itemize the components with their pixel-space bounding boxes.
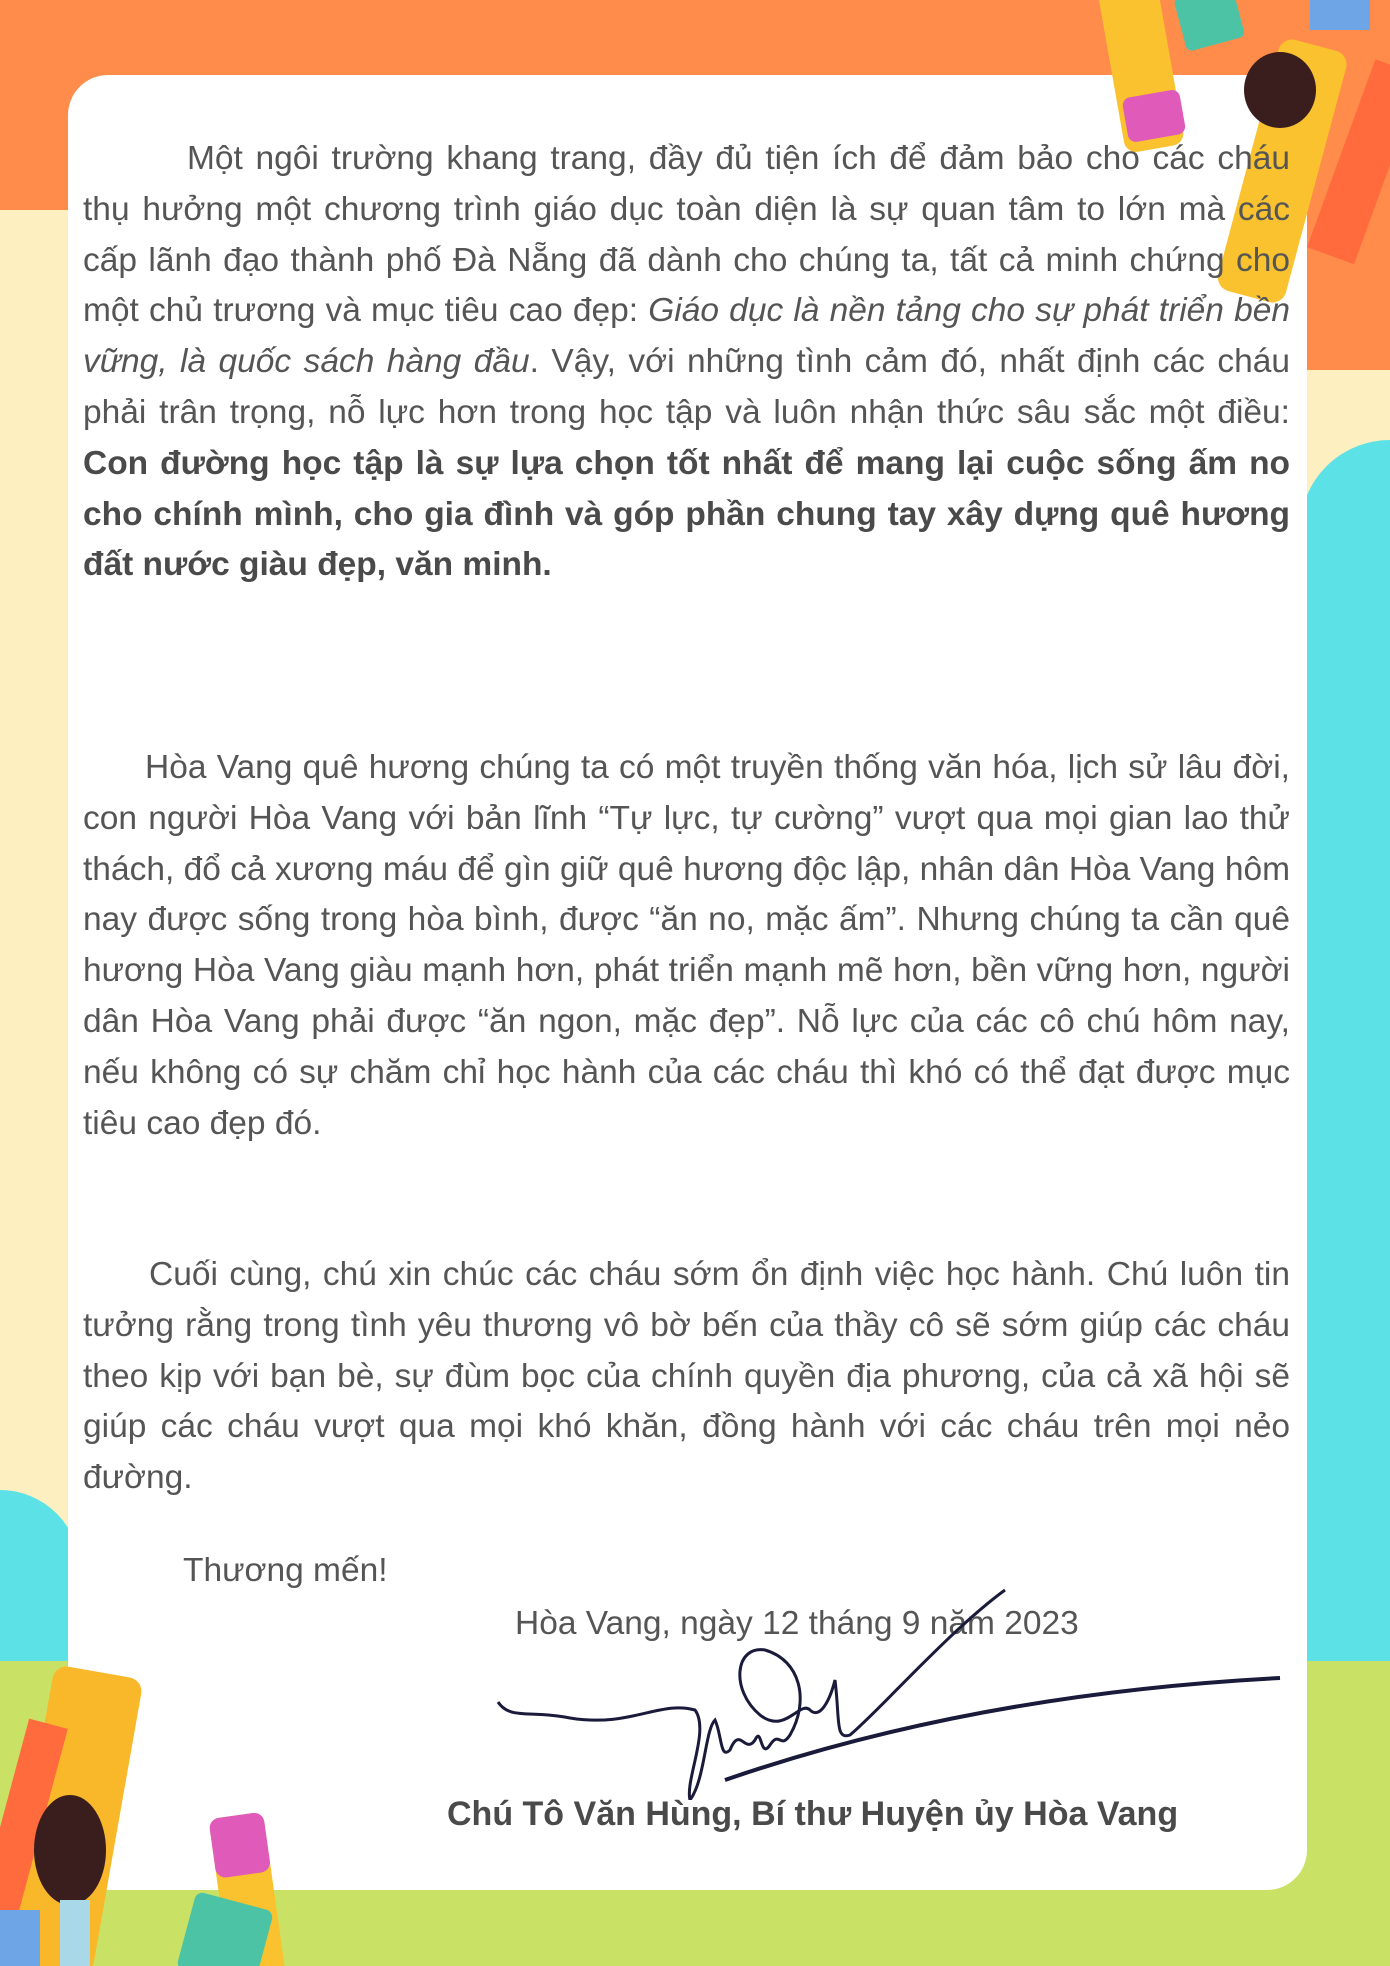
signer-name: Chú Tô Văn Hùng, Bí thư Huyện ủy Hòa Vang (447, 1795, 1179, 1833)
signature (490, 1560, 1290, 1800)
background-cyan-right (1300, 440, 1390, 1670)
stationery-bottom-left-icon (0, 1660, 320, 1966)
paragraph-3: Cuối cùng, chú xin chúc các cháu sớm ổn định việc học hành. Chú luôn tin tưởng rằng trong tình yêu thương vô bờ bến của thầy cô sẽ sớm giúp các cháu theo kịp với bạn bè, sự đùm bọc của chính quyền địa phương, của cả xã hội sẽ giúp các cháu vượt qua mọi khó khăn, đồng hành với các cháu trên mọi nẻo đường. (83, 1256, 1290, 1497)
paragraph-1-text: Một ngôi trường khang trang, đầy đủ tiện ích để đảm bảo cho các cháu thụ hưởng một chương trình giáo dục toàn diện là sự quan tâm to lớn mà các cấp lãnh đạo thành phố Đà Nẵng đã dành cho chúng ta, tất cả minh chứng cho một chủ trương và mục tiêu cao đẹp: (83, 140, 1290, 330)
paragraph-1-italic: Giáo dục là nền tảng cho sự phát triển bền vững, là quốc sách hàng đầu (83, 292, 1290, 381)
paragraph-1-bold: Con đường học tập là sự lựa chọn tốt nhất để mang lại cuộc sống ấm no cho chính mình, cho gia đình và góp phần chung tay xây dựng quê hương đất nước giàu đẹp, văn minh. (83, 444, 1290, 584)
paragraph-1 (83, 134, 1290, 591)
paragraph-1-text-2: . Vậy, với những tình cảm đó, nhất định các cháu phải trân trọng, nỗ lực hơn trong học tập và luôn nhận thức sâu sắc một điều: (83, 343, 1290, 431)
closing: Thương mến! (183, 1552, 388, 1589)
date-line: Hòa Vang, ngày 12 tháng 9 năm 2023 (515, 1605, 1079, 1642)
paragraph-2: Hòa Vang quê hương chúng ta có một truyền thống văn hóa, lịch sử lâu đời, con người Hòa Vang với bản lĩnh “Tự lực, tự cường” vượt qua mọi gian lao thử thách, đổ cả xương máu để gìn giữ quê hương độc lập, nhân dân Hòa Vang hôm nay được sống trong hòa bình, được “ăn no, mặc ấm”. Nhưng chúng ta cần quê hương Hòa Vang giàu mạnh hơn, phát triển mạnh mẽ hơn, bền vững hơn, người dân Hòa Vang phải được “ăn ngon, mặc đẹp”. Nỗ lực của các cô chú hôm nay, nếu không có sự chăm chỉ học hành của các cháu thì khó có thể đạt được mục tiêu cao đẹp đó. (83, 749, 1290, 1142)
